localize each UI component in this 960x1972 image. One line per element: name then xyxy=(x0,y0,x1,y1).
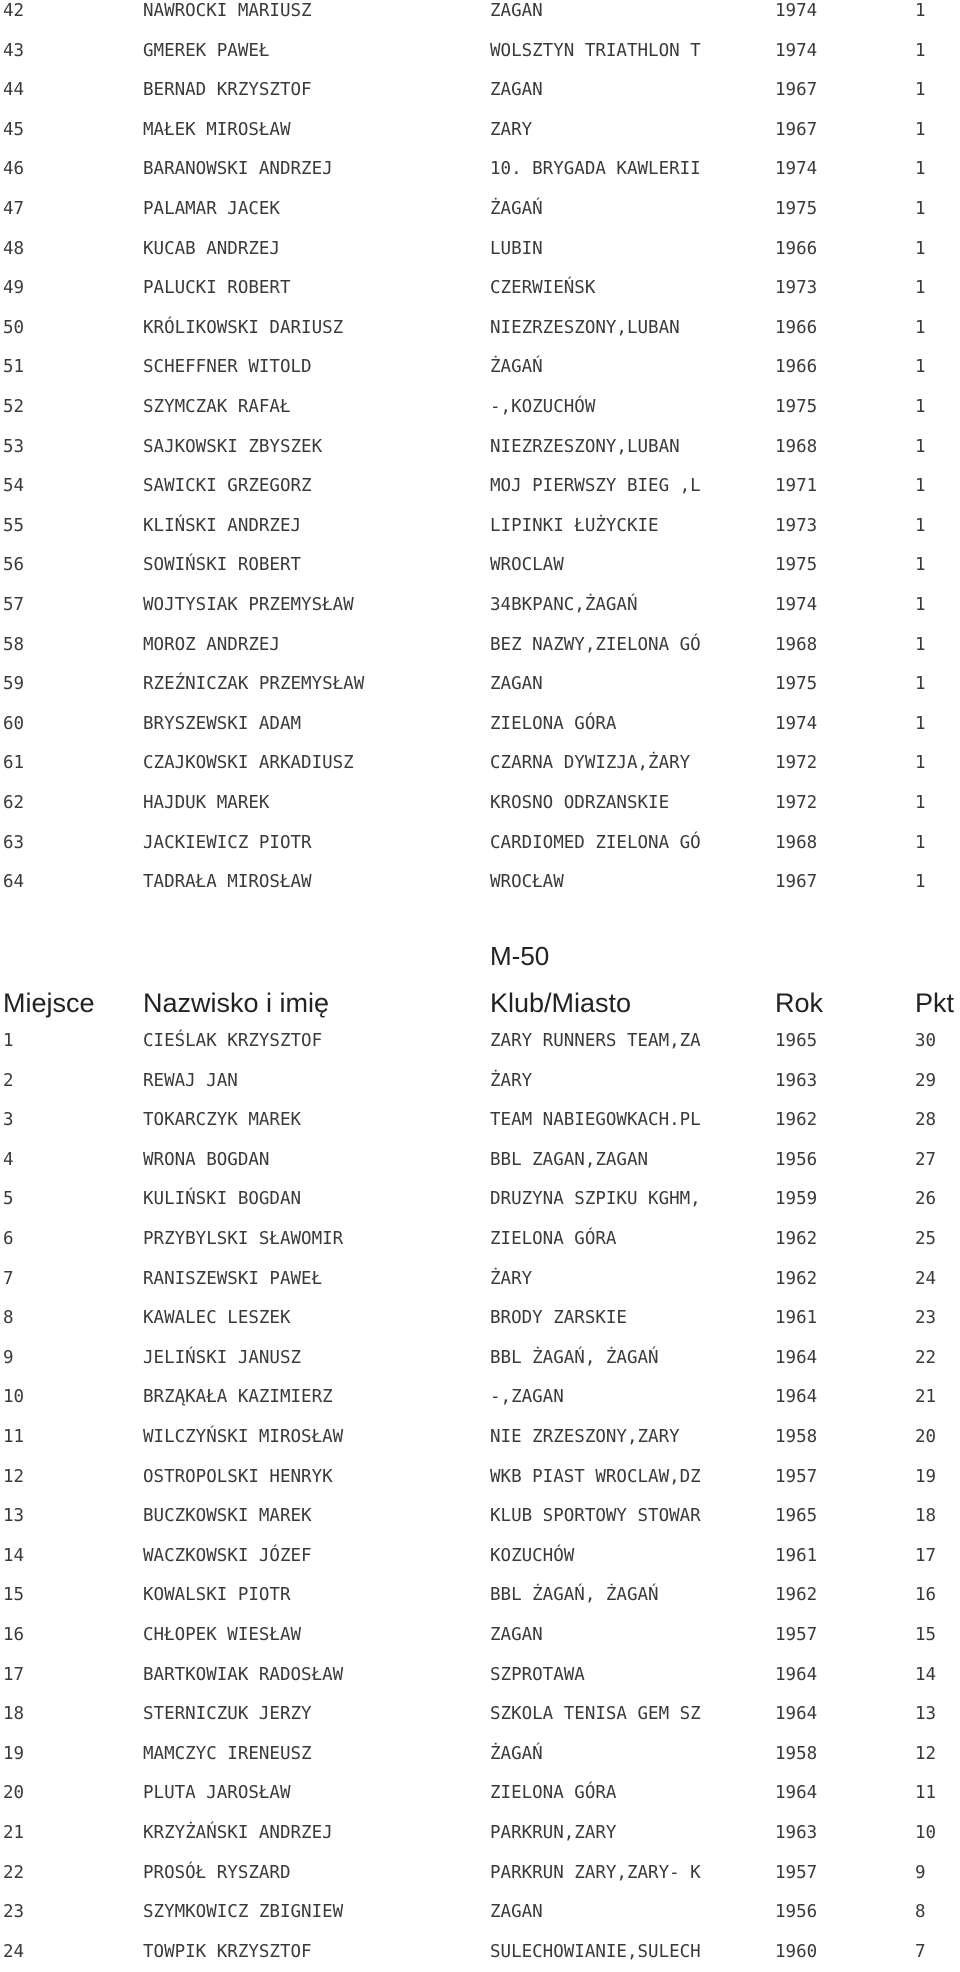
cell-place: 10 xyxy=(3,1387,25,1408)
cell-club: ZAGAN xyxy=(490,1,543,21)
cell-place: 6 xyxy=(3,1229,14,1249)
cell-name: BUCZKOWSKI MAREK xyxy=(143,1506,312,1527)
cell-points: 20 xyxy=(915,1427,937,1447)
cell-place: 47 xyxy=(3,199,25,219)
cell-year: 1961 xyxy=(775,1545,818,1566)
cell-club: CARDIOMED ZIELONA GÓ xyxy=(490,832,701,853)
cell-club: ŻARY xyxy=(490,1070,533,1091)
cell-place: 55 xyxy=(3,515,25,536)
cell-points: 11 xyxy=(915,1783,937,1804)
cell-club: BEZ NAZWY,ZIELONA GÓ xyxy=(490,634,701,655)
cell-club: 10. BRYGADA KAWLERII xyxy=(490,159,701,180)
header-club: Klub/Miasto xyxy=(490,988,632,1018)
cell-points: 27 xyxy=(915,1149,937,1170)
cell-name: PLUTA JAROSŁAW xyxy=(143,1783,291,1804)
cell-name: SZYMKOWICZ ZBIGNIEW xyxy=(143,1902,344,1923)
cell-place: 15 xyxy=(3,1585,25,1606)
cell-club: NIEZRZESZONY,LUBAN xyxy=(490,436,680,457)
cell-points: 10 xyxy=(915,1823,937,1843)
cell-place: 54 xyxy=(3,476,25,497)
cell-club: -,ZAGAN xyxy=(490,1387,564,1408)
cell-club: ZARY RUNNERS TEAM,ZA xyxy=(490,1031,701,1051)
cell-year: 1975 xyxy=(775,199,818,219)
cell-points: 16 xyxy=(915,1585,937,1606)
cell-points: 7 xyxy=(915,1941,926,1962)
cell-place: 46 xyxy=(3,159,25,180)
cell-name: NAWROCKI MARIUSZ xyxy=(143,1,312,21)
cell-points: 1 xyxy=(915,634,926,655)
header-year: Rok xyxy=(775,988,824,1018)
cell-name: SZYMCZAK RAFAŁ xyxy=(143,397,291,417)
cell-name: JELIŃSKI JANUSZ xyxy=(143,1347,302,1368)
cell-points: 21 xyxy=(915,1387,937,1408)
cell-place: 58 xyxy=(3,634,25,655)
cell-points: 1 xyxy=(915,872,926,893)
table-row xyxy=(0,824,960,864)
cell-name: TADRAŁA MIROSŁAW xyxy=(143,872,312,893)
cell-club: BRODY ZARSKIE xyxy=(490,1308,627,1329)
cell-name: KOWALSKI PIOTR xyxy=(143,1585,291,1606)
cell-name: WILCZYŃSKI MIROSŁAW xyxy=(143,1427,344,1447)
cell-place: 17 xyxy=(3,1664,25,1685)
cell-club: DRUZYNA SZPIKU KGHM, xyxy=(490,1189,701,1210)
table-row xyxy=(0,150,960,190)
cell-year: 1957 xyxy=(775,1625,818,1645)
cell-points: 17 xyxy=(915,1545,937,1566)
table-row xyxy=(0,1299,960,1339)
table-header xyxy=(0,980,960,1028)
cell-club: LUBIN xyxy=(490,238,543,259)
cell-name: MAMCZYC IRENEUSZ xyxy=(143,1743,312,1764)
table-row xyxy=(0,1933,960,1972)
cell-club: WKB PIAST WROCLAW,DZ xyxy=(490,1466,701,1487)
cell-points: 9 xyxy=(915,1862,926,1883)
cell-name: BERNAD KRZYSZTOF xyxy=(143,80,312,101)
cell-place: 11 xyxy=(3,1427,25,1447)
cell-place: 64 xyxy=(3,872,25,893)
cell-points: 1 xyxy=(915,159,926,180)
cell-year: 1964 xyxy=(775,1387,818,1408)
table-row xyxy=(0,744,960,784)
table-row xyxy=(0,863,960,903)
cell-year: 1962 xyxy=(775,1229,818,1249)
cell-club: BBL ŻAGAŃ, ŻAGAŃ xyxy=(490,1585,659,1606)
cell-place: 16 xyxy=(3,1625,25,1645)
cell-points: 30 xyxy=(915,1031,937,1051)
cell-year: 1974 xyxy=(775,40,818,61)
cell-name: JACKIEWICZ PIOTR xyxy=(143,832,312,853)
cell-place: 7 xyxy=(3,1268,14,1289)
cell-place: 56 xyxy=(3,555,25,576)
table-row xyxy=(0,1576,960,1616)
cell-club: BBL ZAGAN,ZAGAN xyxy=(490,1149,649,1170)
cell-name: KUCAB ANDRZEJ xyxy=(143,238,280,259)
cell-place: 53 xyxy=(3,436,25,457)
cell-year: 1965 xyxy=(775,1506,818,1527)
cell-year: 1958 xyxy=(775,1427,818,1447)
cell-points: 24 xyxy=(915,1268,937,1289)
cell-year: 1962 xyxy=(775,1585,818,1606)
cell-points: 1 xyxy=(915,1,926,21)
cell-points: 23 xyxy=(915,1308,937,1329)
cell-club: WOLSZTYN TRIATHLON T xyxy=(490,40,701,61)
table-row xyxy=(0,705,960,745)
cell-year: 1962 xyxy=(775,1268,818,1289)
cell-points: 15 xyxy=(915,1625,937,1645)
cell-points: 1 xyxy=(915,199,926,219)
cell-place: 52 xyxy=(3,397,25,417)
cell-place: 63 xyxy=(3,832,25,853)
table-row xyxy=(0,507,960,547)
header-points: Pkt xyxy=(915,988,955,1018)
cell-club: BBL ŻAGAŃ, ŻAGAŃ xyxy=(490,1347,659,1368)
table-row xyxy=(0,1616,960,1656)
cell-name: PRZYBYLSKI SŁAWOMIR xyxy=(143,1229,344,1249)
cell-name: BARANOWSKI ANDRZEJ xyxy=(143,159,333,180)
cell-club: ZIELONA GÓRA xyxy=(490,713,617,734)
cell-name: TOWPIK KRZYSZTOF xyxy=(143,1941,312,1962)
cell-year: 1966 xyxy=(775,317,818,338)
cell-place: 12 xyxy=(3,1466,25,1487)
cell-year: 1968 xyxy=(775,634,818,655)
cell-year: 1963 xyxy=(775,1070,818,1091)
cell-place: 59 xyxy=(3,674,25,695)
cell-place: 14 xyxy=(3,1545,25,1566)
cell-year: 1967 xyxy=(775,119,818,140)
cell-name: MOROZ ANDRZEJ xyxy=(143,634,280,655)
cell-name: KRZYŻAŃSKI ANDRZEJ xyxy=(143,1823,333,1843)
cell-name: BRYSZEWSKI ADAM xyxy=(143,713,302,734)
table-row xyxy=(0,0,960,32)
cell-name: RANISZEWSKI PAWEŁ xyxy=(143,1268,323,1289)
cell-year: 1974 xyxy=(775,713,818,734)
cell-points: 28 xyxy=(915,1110,937,1131)
table-row xyxy=(0,309,960,349)
cell-points: 19 xyxy=(915,1466,937,1487)
cell-name: OSTROPOLSKI HENRYK xyxy=(143,1466,333,1487)
cell-place: 13 xyxy=(3,1506,25,1527)
cell-name: SAWICKI GRZEGORZ xyxy=(143,476,312,497)
cell-name: KAWALEC LESZEK xyxy=(143,1308,291,1329)
cell-name: CHŁOPEK WIESŁAW xyxy=(143,1625,302,1645)
cell-points: 1 xyxy=(915,357,926,378)
cell-year: 1972 xyxy=(775,753,818,774)
cell-year: 1956 xyxy=(775,1902,818,1923)
table-row xyxy=(0,784,960,824)
category-title: M-50 xyxy=(490,941,550,971)
cell-name: PROSÓŁ RYSZARD xyxy=(143,1862,291,1883)
cell-year: 1964 xyxy=(775,1783,818,1804)
cell-name: RZEŹNICZAK PRZEMYSŁAW xyxy=(143,674,365,695)
cell-year: 1974 xyxy=(775,159,818,180)
table-row xyxy=(0,1180,960,1220)
cell-year: 1973 xyxy=(775,515,818,536)
table-row xyxy=(0,665,960,705)
cell-club: SZKOLA TENISA GEM SZ xyxy=(490,1704,701,1725)
table-row xyxy=(0,1497,960,1537)
cell-year: 1961 xyxy=(775,1308,818,1329)
table-row xyxy=(0,586,960,626)
cell-name: CIEŚLAK KRZYSZTOF xyxy=(143,1031,323,1051)
cell-place: 60 xyxy=(3,713,25,734)
table-row xyxy=(0,1418,960,1458)
cell-place: 61 xyxy=(3,753,25,774)
cell-place: 24 xyxy=(3,1941,25,1962)
cell-name: KULIŃSKI BOGDAN xyxy=(143,1189,302,1210)
cell-points: 1 xyxy=(915,595,926,615)
cell-name: PALAMAR JACEK xyxy=(143,199,280,219)
cell-name: WOJTYSIAK PRZEMYSŁAW xyxy=(143,595,354,615)
cell-place: 51 xyxy=(3,357,25,378)
cell-year: 1956 xyxy=(775,1149,818,1170)
cell-club: ZAGAN xyxy=(490,80,543,101)
cell-name: CZAJKOWSKI ARKADIUSZ xyxy=(143,753,354,774)
cell-place: 21 xyxy=(3,1823,25,1843)
cell-club: ŻAGAŃ xyxy=(490,199,543,219)
table-row xyxy=(0,1814,960,1854)
cell-club: NIEZRZESZONY,LUBAN xyxy=(490,317,680,338)
table-row xyxy=(0,348,960,388)
table-row xyxy=(0,546,960,586)
cell-year: 1964 xyxy=(775,1704,818,1725)
cell-club: -,KOZUCHÓW xyxy=(490,397,596,417)
cell-name: BRZĄKAŁA KAZIMIERZ xyxy=(143,1387,333,1408)
cell-year: 1974 xyxy=(775,595,818,615)
cell-points: 1 xyxy=(915,40,926,61)
cell-place: 19 xyxy=(3,1743,25,1764)
cell-name: BARTKOWIAK RADOSŁAW xyxy=(143,1664,344,1685)
cell-place: 49 xyxy=(3,278,25,299)
cell-place: 23 xyxy=(3,1902,25,1923)
cell-year: 1957 xyxy=(775,1862,818,1883)
cell-club: CZERWIEŃSK xyxy=(490,278,596,299)
cell-points: 1 xyxy=(915,317,926,338)
cell-year: 1963 xyxy=(775,1823,818,1843)
cell-club: WROCLAW xyxy=(490,555,564,576)
header-name: Nazwisko i imię xyxy=(143,988,330,1018)
table-row xyxy=(0,1695,960,1735)
cell-club: ŻAGAŃ xyxy=(490,1743,543,1764)
cell-club: MOJ PIERWSZY BIEG ,L xyxy=(490,476,701,497)
table-row xyxy=(0,111,960,151)
table-row xyxy=(0,269,960,309)
cell-club: ŻARY xyxy=(490,1268,533,1289)
cell-points: 1 xyxy=(915,238,926,259)
cell-year: 1958 xyxy=(775,1743,818,1764)
cell-points: 14 xyxy=(915,1664,937,1685)
cell-name: PALUCKI ROBERT xyxy=(143,278,291,299)
cell-name: HAJDUK MAREK xyxy=(143,793,270,813)
table-row xyxy=(0,626,960,666)
cell-place: 62 xyxy=(3,793,25,813)
table-row xyxy=(0,1339,960,1379)
cell-name: WACZKOWSKI JÓZEF xyxy=(143,1545,312,1566)
cell-name: SOWIŃSKI ROBERT xyxy=(143,555,302,576)
cell-club: KLUB SPORTOWY STOWAR xyxy=(490,1506,701,1527)
cell-place: 18 xyxy=(3,1704,25,1725)
cell-name: REWAJ JAN xyxy=(143,1070,238,1091)
cell-name: STERNICZUK JERZY xyxy=(143,1704,312,1725)
cell-club: PARKRUN,ZARY xyxy=(490,1823,617,1843)
cell-year: 1964 xyxy=(775,1347,818,1368)
cell-points: 1 xyxy=(915,555,926,576)
cell-place: 50 xyxy=(3,317,25,338)
cell-place: 9 xyxy=(3,1347,14,1368)
table-row xyxy=(0,1141,960,1181)
cell-name: WRONA BOGDAN xyxy=(143,1149,270,1170)
cell-club: KOZUCHÓW xyxy=(490,1545,575,1566)
cell-year: 1975 xyxy=(775,555,818,576)
table-row xyxy=(0,428,960,468)
cell-year: 1967 xyxy=(775,80,818,101)
table-row xyxy=(0,1062,960,1102)
table-row xyxy=(0,1378,960,1418)
cell-place: 1 xyxy=(3,1031,14,1051)
table-row xyxy=(0,1656,960,1696)
cell-club: 34BKPANC,ŻAGAŃ xyxy=(490,595,638,615)
cell-year: 1960 xyxy=(775,1941,818,1962)
cell-year: 1968 xyxy=(775,832,818,853)
cell-points: 8 xyxy=(915,1902,926,1923)
cell-year: 1974 xyxy=(775,1,818,21)
cell-points: 1 xyxy=(915,80,926,101)
cell-name: MAŁEK MIROSŁAW xyxy=(143,119,291,140)
cell-points: 22 xyxy=(915,1347,937,1368)
cell-points: 25 xyxy=(915,1229,937,1249)
header-place: Miejsce xyxy=(3,988,95,1018)
table-row xyxy=(0,388,960,428)
cell-place: 43 xyxy=(3,40,25,61)
cell-year: 1975 xyxy=(775,397,818,417)
cell-club: ZAGAN xyxy=(490,674,543,695)
cell-place: 44 xyxy=(3,80,25,101)
cell-place: 22 xyxy=(3,1862,25,1883)
cell-points: 1 xyxy=(915,278,926,299)
table-row xyxy=(0,230,960,270)
cell-club: ŻAGAŃ xyxy=(490,357,543,378)
table-row xyxy=(0,32,960,72)
cell-year: 1973 xyxy=(775,278,818,299)
cell-year: 1959 xyxy=(775,1189,818,1210)
cell-name: SCHEFFNER WITOLD xyxy=(143,357,312,378)
cell-points: 1 xyxy=(915,793,926,813)
cell-points: 1 xyxy=(915,674,926,695)
cell-club: LIPINKI ŁUŻYCKIE xyxy=(490,515,659,536)
cell-points: 1 xyxy=(915,515,926,536)
table-row xyxy=(0,1260,960,1300)
cell-year: 1966 xyxy=(775,357,818,378)
table-row xyxy=(0,1458,960,1498)
table-row xyxy=(0,1022,960,1062)
table-row xyxy=(0,190,960,230)
cell-points: 1 xyxy=(915,832,926,853)
cell-name: GMEREK PAWEŁ xyxy=(143,40,270,61)
table-row xyxy=(0,1220,960,1260)
cell-name: KLIŃSKI ANDRZEJ xyxy=(143,515,302,536)
cell-year: 1957 xyxy=(775,1466,818,1487)
cell-club: ZAGAN xyxy=(490,1902,543,1923)
table-row xyxy=(0,1893,960,1933)
cell-points: 26 xyxy=(915,1189,937,1210)
table-row xyxy=(0,1774,960,1814)
cell-place: 5 xyxy=(3,1189,14,1210)
table-row xyxy=(0,1537,960,1577)
cell-club: WROCŁAW xyxy=(490,872,564,893)
cell-year: 1972 xyxy=(775,793,818,813)
cell-points: 29 xyxy=(915,1070,937,1091)
cell-place: 42 xyxy=(3,1,25,21)
cell-place: 3 xyxy=(3,1110,14,1131)
cell-name: SAJKOWSKI ZBYSZEK xyxy=(143,436,323,457)
table-row xyxy=(0,1854,960,1894)
cell-year: 1964 xyxy=(775,1664,818,1685)
cell-points: 13 xyxy=(915,1704,937,1725)
cell-club: KROSNO ODRZANSKIE xyxy=(490,793,670,813)
cell-place: 2 xyxy=(3,1070,14,1091)
cell-year: 1967 xyxy=(775,872,818,893)
cell-place: 45 xyxy=(3,119,25,140)
cell-club: ZIELONA GÓRA xyxy=(490,1229,617,1249)
cell-name: TOKARCZYK MAREK xyxy=(143,1110,302,1131)
cell-points: 18 xyxy=(915,1506,937,1527)
cell-year: 1962 xyxy=(775,1110,818,1131)
cell-club: SULECHOWIANIE,SULECH xyxy=(490,1941,701,1962)
cell-name: KRÓLIKOWSKI DARIUSZ xyxy=(143,317,344,338)
cell-place: 48 xyxy=(3,238,25,259)
cell-year: 1975 xyxy=(775,674,818,695)
cell-place: 8 xyxy=(3,1308,14,1329)
cell-year: 1966 xyxy=(775,238,818,259)
cell-points: 12 xyxy=(915,1743,937,1764)
cell-club: TEAM NABIEGOWKACH.PL xyxy=(490,1110,701,1131)
cell-club: ZARY xyxy=(490,119,533,140)
cell-points: 1 xyxy=(915,753,926,774)
cell-points: 1 xyxy=(915,713,926,734)
cell-year: 1965 xyxy=(775,1031,818,1051)
cell-year: 1968 xyxy=(775,436,818,457)
cell-points: 1 xyxy=(915,119,926,140)
cell-club: ZIELONA GÓRA xyxy=(490,1783,617,1804)
cell-points: 1 xyxy=(915,476,926,497)
table-row xyxy=(0,467,960,507)
cell-club: PARKRUN ZARY,ZARY- K xyxy=(490,1862,701,1883)
cell-club: NIE ZRZESZONY,ZARY xyxy=(490,1427,680,1447)
cell-club: SZPROTAWA xyxy=(490,1664,585,1685)
table-row xyxy=(0,1735,960,1775)
cell-club: ZAGAN xyxy=(490,1625,543,1645)
cell-year: 1971 xyxy=(775,476,818,497)
cell-place: 57 xyxy=(3,595,25,615)
table-row xyxy=(0,1101,960,1141)
cell-place: 20 xyxy=(3,1783,25,1804)
cell-place: 4 xyxy=(3,1149,14,1170)
cell-points: 1 xyxy=(915,397,926,417)
table-row xyxy=(0,71,960,111)
cell-club: CZARNA DYWIZJA,ŻARY xyxy=(490,753,691,774)
cell-points: 1 xyxy=(915,436,926,457)
